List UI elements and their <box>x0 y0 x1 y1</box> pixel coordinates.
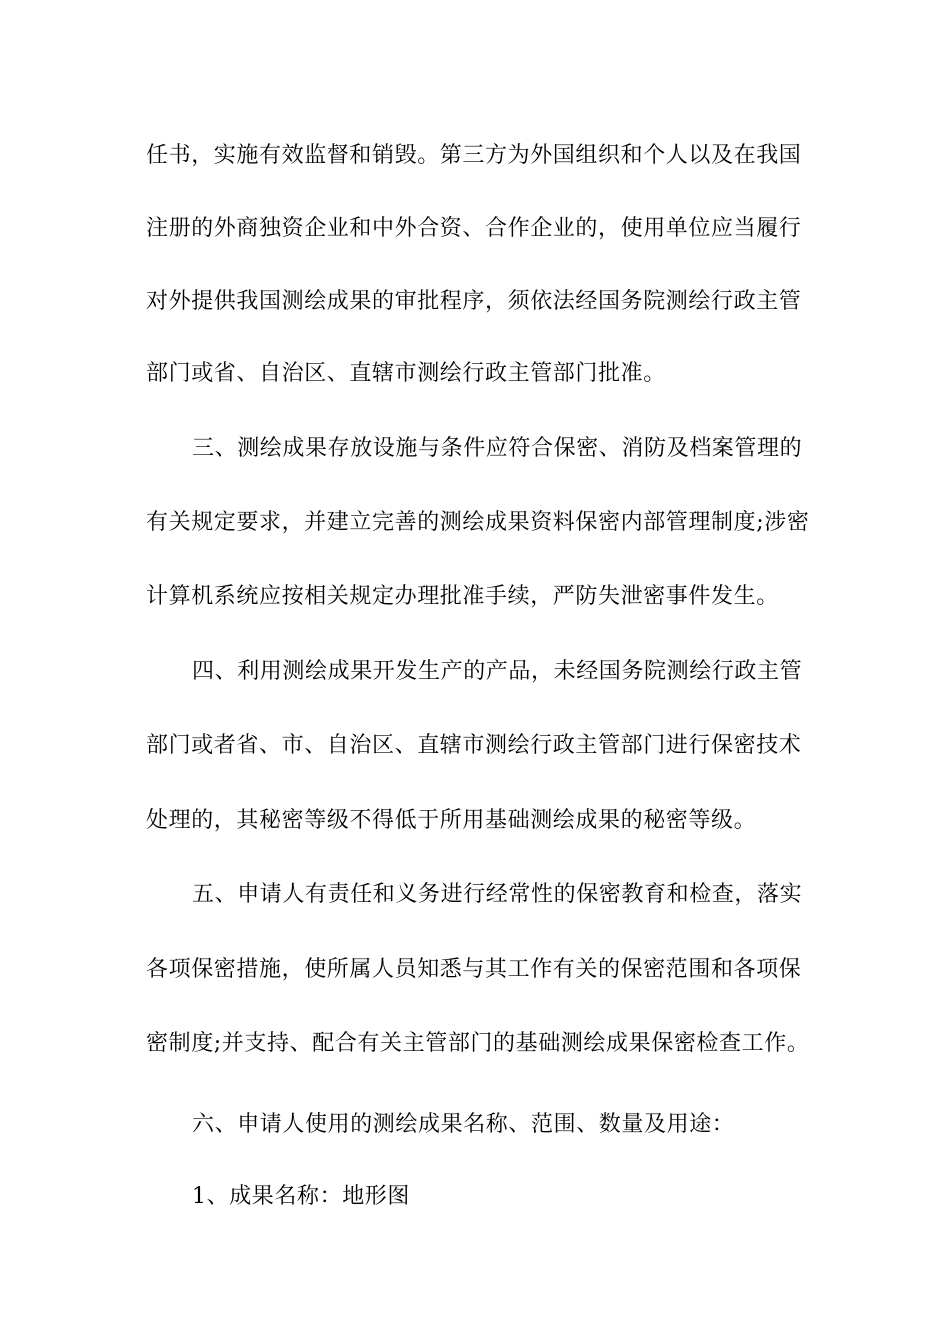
paragraph-start-line: 四、利用测绘成果开发生产的产品，未经国务院测绘行政主管 <box>192 659 803 684</box>
text-line: 各项保密措施，使所属人员知悉与其工作有关的保密范围和各项保 <box>146 957 802 982</box>
text-line: 任书，实施有效监督和销毁。第三方为外国组织和个人以及在我国 <box>146 143 802 168</box>
paragraph-start-line: 五、申请人有责任和义务进行经常性的保密教育和检查，落实 <box>192 882 803 907</box>
text-line: 计算机系统应按相关规定办理批准手续，严防失泄密事件发生。 <box>146 584 779 609</box>
list-item-line: 1、成果名称：地形图 <box>192 1184 410 1209</box>
paragraph-start-line: 三、测绘成果存放设施与条件应符合保密、消防及档案管理的 <box>192 436 803 461</box>
text-line: 部门或省、自治区、直辖市测绘行政主管部门批准。 <box>146 361 666 386</box>
text-line: 注册的外商独资企业和中外合资、合作企业的，使用单位应当履行 <box>146 216 802 241</box>
text-line: 有关规定要求，并建立完善的测绘成果资料保密内部管理制度;涉密 <box>146 510 810 535</box>
text-line: 部门或者省、市、自治区、直辖市测绘行政主管部门进行保密技术 <box>146 733 802 758</box>
text-line: 密制度;并支持、配合有关主管部门的基础测绘成果保密检查工作。 <box>146 1031 810 1056</box>
text-line: 对外提供我国测绘成果的审批程序，须依法经国务院测绘行政主管 <box>146 289 802 314</box>
text-line: 处理的，其秘密等级不得低于所用基础测绘成果的秘密等级。 <box>146 808 757 833</box>
paragraph-start-line: 六、申请人使用的测绘成果名称、范围、数量及用途： <box>192 1112 735 1137</box>
